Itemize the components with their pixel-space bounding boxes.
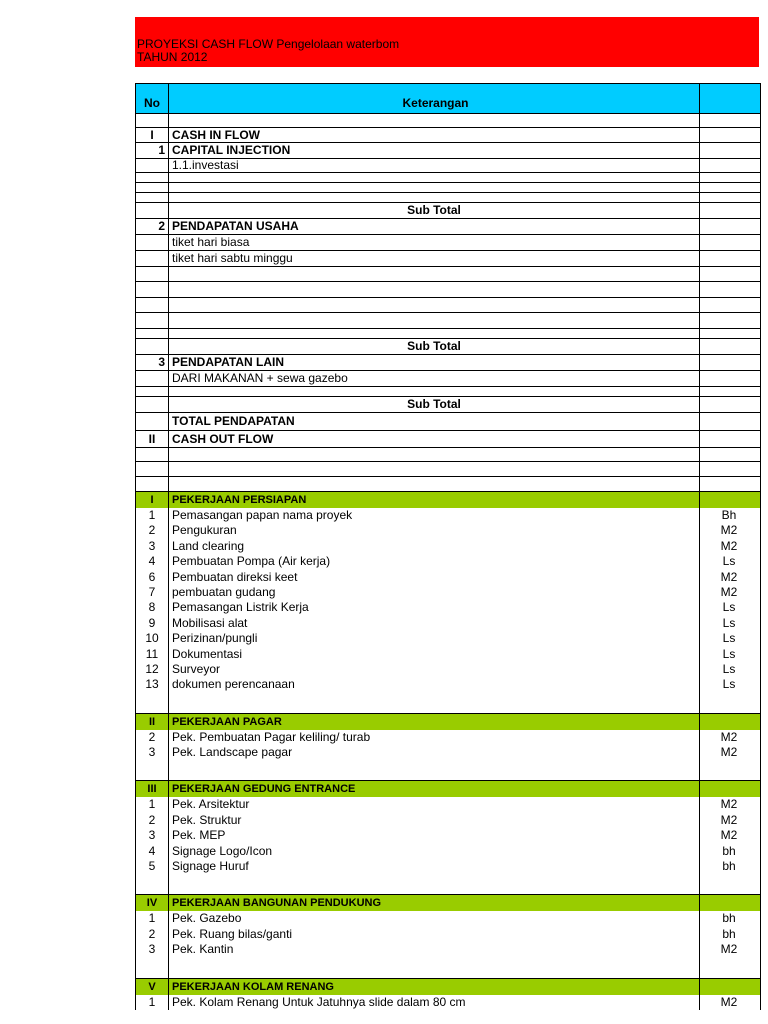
work-item-row	[136, 554, 760, 569]
cell-no[interactable]	[136, 958, 169, 978]
cell-no[interactable]	[136, 462, 169, 476]
cell-no[interactable]	[136, 760, 169, 780]
item-unit[interactable]: Ls	[722, 661, 736, 676]
table-header-row	[136, 83, 760, 113]
item-number[interactable]: 1	[136, 911, 169, 926]
cell-unit[interactable]	[700, 173, 758, 182]
cell-desc[interactable]	[169, 448, 700, 461]
section-heading[interactable]: PENDAPATAN LAIN	[169, 355, 700, 370]
row-number[interactable]	[136, 251, 169, 266]
work-item-row	[136, 995, 760, 1010]
cell-no[interactable]	[136, 114, 169, 127]
cell-no[interactable]	[136, 387, 169, 396]
item-description[interactable]: Pemasangan papan nama proyek	[169, 508, 700, 523]
sheet-title: PROYEKSI CASH FLOW Pengelolaan waterbom	[137, 37, 400, 51]
work-item-row	[136, 859, 760, 874]
cell-unit[interactable]	[700, 203, 758, 218]
work-item-row	[136, 927, 760, 942]
cell-unit[interactable]	[700, 874, 758, 894]
section-heading[interactable]: CASH OUT FLOW	[169, 431, 700, 447]
item-number[interactable]: 4	[136, 554, 169, 569]
item-unit[interactable]: Ls	[722, 554, 736, 569]
cell-unit[interactable]	[700, 979, 758, 995]
cell-no[interactable]	[136, 329, 169, 338]
cell-unit[interactable]	[700, 693, 758, 713]
work-item-row	[136, 523, 760, 538]
cell-unit[interactable]	[700, 183, 758, 192]
cell-no[interactable]	[136, 313, 169, 328]
empty-row	[136, 386, 760, 396]
section-heading-row	[136, 142, 760, 158]
item-number[interactable]: 5	[136, 859, 169, 874]
row-number[interactable]	[136, 413, 169, 430]
item-description[interactable]: Dokumentasi	[169, 647, 700, 662]
item-description[interactable]: Mobilisasi alat	[169, 616, 700, 631]
work-item-row	[136, 911, 760, 926]
cell-desc[interactable]	[169, 477, 700, 491]
work-item-row	[136, 600, 760, 615]
section-heading-row	[136, 430, 760, 447]
empty-row	[136, 182, 760, 192]
cell-unit[interactable]	[700, 413, 758, 430]
work-item-row	[136, 844, 760, 859]
section-heading[interactable]: CASH IN FLOW	[169, 128, 700, 142]
cell-desc[interactable]	[169, 173, 700, 182]
cell-no[interactable]	[136, 874, 169, 894]
item-unit[interactable]: Ls	[722, 600, 736, 615]
section-heading-row	[136, 218, 760, 234]
cell-desc[interactable]	[169, 760, 700, 780]
item-unit[interactable]: Bh	[721, 508, 737, 522]
subtotal-row	[136, 338, 760, 354]
cell-unit[interactable]	[700, 448, 758, 461]
work-section-header	[136, 978, 760, 995]
cell-unit[interactable]	[700, 895, 758, 911]
item-unit[interactable]: M2	[720, 584, 738, 599]
cell-unit[interactable]	[700, 387, 758, 396]
subtotal-label[interactable]: Sub Total	[169, 397, 700, 412]
row-number[interactable]: 2	[136, 219, 169, 234]
section-heading[interactable]: CAPITAL INJECTION	[169, 143, 700, 158]
cell-desc[interactable]	[169, 267, 700, 281]
sheet-title-banner	[135, 17, 759, 67]
work-item-row	[136, 631, 760, 646]
cell-desc[interactable]	[169, 282, 700, 297]
cell-unit[interactable]	[700, 267, 758, 281]
cell-desc[interactable]	[169, 313, 700, 328]
item-unit[interactable]: M2	[720, 994, 738, 1009]
item-unit[interactable]: M2	[720, 523, 738, 538]
item-description[interactable]: Pengukuran	[169, 523, 700, 538]
work-section-title[interactable]: PEKERJAAN PERSIAPAN	[169, 492, 700, 508]
cell-desc[interactable]	[169, 183, 700, 192]
empty-row	[136, 312, 760, 328]
item-number[interactable]: 1	[136, 995, 169, 1010]
cell-desc[interactable]	[169, 114, 700, 127]
work-item-row	[136, 662, 760, 677]
cell-unit[interactable]	[700, 219, 758, 234]
section-roman-numeral[interactable]: II	[136, 714, 169, 730]
item-unit[interactable]: M2	[720, 942, 738, 957]
work-item-row	[136, 616, 760, 631]
cell-unit[interactable]	[700, 431, 758, 447]
row-number[interactable]	[136, 235, 169, 250]
item-description[interactable]: pembuatan gudang	[169, 585, 700, 600]
item-number[interactable]: 3	[136, 828, 169, 843]
cell-no[interactable]	[136, 397, 169, 412]
item-unit[interactable]: M2	[720, 569, 738, 584]
cell-unit[interactable]	[700, 298, 758, 312]
cell-unit[interactable]	[700, 760, 758, 780]
row-number[interactable]	[136, 371, 169, 386]
item-number[interactable]: 10	[136, 631, 169, 646]
cell-desc[interactable]	[169, 298, 700, 312]
empty-row	[136, 328, 760, 338]
work-item-row	[136, 745, 760, 760]
line-item-row	[136, 234, 760, 250]
line-item-row	[136, 158, 760, 172]
item-number[interactable]: 2	[136, 813, 169, 828]
item-description[interactable]: dokumen perencanaan	[169, 677, 700, 692]
empty-row	[136, 958, 760, 978]
item-description[interactable]: Perizinan/pungli	[169, 631, 700, 646]
cell-unit[interactable]	[700, 282, 758, 297]
empty-row	[136, 476, 760, 491]
work-section-header	[136, 780, 760, 797]
item-description[interactable]: Pek. MEP	[169, 828, 700, 843]
subtotal-label[interactable]: Sub Total	[169, 203, 700, 218]
work-item-row	[136, 942, 760, 957]
work-section-title[interactable]: PEKERJAAN BANGUNAN PENDUKUNG	[169, 895, 700, 911]
cell-unit[interactable]	[700, 114, 758, 127]
row-number[interactable]: II	[136, 431, 169, 447]
cell-unit[interactable]	[700, 339, 758, 354]
cell-no[interactable]	[136, 203, 169, 218]
work-item-row	[136, 585, 760, 600]
cell-unit[interactable]	[700, 492, 758, 508]
work-section-header	[136, 713, 760, 730]
item-number[interactable]: 13	[136, 677, 169, 692]
empty-row	[136, 447, 760, 461]
work-item-row	[136, 797, 760, 812]
item-number[interactable]: 8	[136, 600, 169, 615]
cell-no[interactable]	[136, 339, 169, 354]
subtotal-label[interactable]: Sub Total	[169, 339, 700, 354]
item-number[interactable]: 1	[136, 797, 169, 812]
cell-desc[interactable]	[169, 693, 700, 713]
cell-unit[interactable]	[700, 397, 758, 412]
item-unit[interactable]: Ls	[722, 615, 736, 630]
cell-unit[interactable]	[700, 193, 758, 202]
empty-row	[136, 281, 760, 297]
item-description[interactable]: Signage Huruf	[169, 859, 700, 874]
section-roman-numeral[interactable]: IV	[136, 895, 169, 911]
cell-no[interactable]	[136, 298, 169, 312]
header-unit[interactable]	[700, 84, 758, 113]
work-item-row	[136, 647, 760, 662]
cell-desc[interactable]	[169, 874, 700, 894]
cell-unit[interactable]	[700, 781, 758, 797]
work-item-row	[136, 813, 760, 828]
item-number[interactable]: 2	[136, 523, 169, 538]
work-section-header	[136, 491, 760, 508]
line-item-label[interactable]: 1.1.investasi	[169, 159, 700, 172]
cell-unit[interactable]	[700, 355, 758, 370]
empty-row	[136, 266, 760, 281]
section-roman-numeral[interactable]: V	[136, 979, 169, 995]
item-description[interactable]: Pembuatan Pompa (Air kerja)	[169, 554, 700, 569]
empty-row	[136, 192, 760, 202]
item-number[interactable]: 7	[136, 585, 169, 600]
item-number[interactable]: 2	[136, 927, 169, 942]
work-item-row	[136, 508, 760, 523]
cell-no[interactable]	[136, 693, 169, 713]
cell-unit[interactable]	[700, 235, 758, 250]
cell-unit[interactable]	[700, 371, 758, 386]
section-heading[interactable]: PENDAPATAN USAHA	[169, 219, 700, 234]
item-unit[interactable]: Ls	[722, 646, 736, 661]
item-description[interactable]: Pemasangan Listrik Kerja	[169, 600, 700, 615]
item-unit[interactable]: Ls	[722, 677, 736, 692]
header-no[interactable]: No	[136, 84, 169, 113]
item-number[interactable]: 11	[136, 647, 169, 662]
section-roman-numeral[interactable]: I	[136, 492, 169, 508]
empty-row	[136, 760, 760, 780]
item-description[interactable]: Pek. Kantin	[169, 942, 700, 957]
item-number[interactable]: 9	[136, 616, 169, 631]
empty-row	[136, 297, 760, 312]
work-item-row	[136, 570, 760, 585]
row-number[interactable]: 3	[136, 355, 169, 370]
cell-desc[interactable]	[169, 329, 700, 338]
cell-unit[interactable]	[700, 251, 758, 266]
item-description[interactable]: Pek. Kolam Renang Untuk Jatuhnya slide dalam 80 cm	[169, 995, 700, 1010]
section-heading[interactable]: TOTAL PENDAPATAN	[169, 413, 700, 430]
item-unit[interactable]: M2	[720, 729, 738, 744]
item-description[interactable]: Land clearing	[169, 539, 700, 554]
cell-unit[interactable]	[700, 477, 758, 491]
cell-unit[interactable]	[700, 462, 758, 476]
work-item-row	[136, 730, 760, 745]
cell-unit[interactable]	[700, 128, 758, 142]
cell-no[interactable]	[136, 267, 169, 281]
header-keterangan[interactable]: Keterangan	[169, 84, 700, 113]
cell-no[interactable]	[136, 173, 169, 182]
work-section-title[interactable]: PEKERJAAN PAGAR	[169, 714, 700, 730]
item-description[interactable]: Signage Logo/Icon	[169, 844, 700, 859]
item-description[interactable]: Pek. Struktur	[169, 813, 700, 828]
item-unit[interactable]: bh	[722, 911, 736, 926]
row-number[interactable]: 1	[136, 143, 169, 158]
item-number[interactable]: 3	[136, 539, 169, 554]
work-section-title[interactable]: PEKERJAAN GEDUNG ENTRANCE	[169, 781, 700, 797]
item-unit[interactable]: M2	[720, 797, 738, 812]
subtotal-row	[136, 396, 760, 412]
item-number[interactable]: 2	[136, 730, 169, 745]
item-number[interactable]: 3	[136, 942, 169, 957]
sheet-subtitle-year: TAHUN 2012	[137, 50, 208, 64]
item-number[interactable]: 6	[136, 570, 169, 585]
line-item-row	[136, 250, 760, 266]
item-description[interactable]: Pek. Arsitektur	[169, 797, 700, 812]
cell-unit[interactable]	[700, 958, 758, 978]
work-item-row	[136, 539, 760, 554]
section-heading-row	[136, 412, 760, 430]
item-number[interactable]: 12	[136, 662, 169, 677]
item-description[interactable]: Pek. Ruang bilas/ganti	[169, 927, 700, 942]
cell-no[interactable]	[136, 193, 169, 202]
item-description[interactable]: Pek. Pembuatan Pagar keliling/ turab	[169, 730, 700, 745]
cell-unit[interactable]	[700, 329, 758, 338]
work-item-row	[136, 677, 760, 692]
cell-desc[interactable]	[169, 462, 700, 476]
item-unit[interactable]: bh	[722, 843, 736, 858]
subtotal-row	[136, 202, 760, 218]
item-unit[interactable]: M2	[720, 812, 738, 827]
line-item-label[interactable]: DARI MAKANAN + sewa gazebo	[169, 371, 700, 386]
cell-no[interactable]	[136, 183, 169, 192]
item-description[interactable]: Surveyor	[169, 662, 700, 677]
item-unit[interactable]: Ls	[722, 631, 736, 646]
item-number[interactable]: 4	[136, 844, 169, 859]
row-number[interactable]: I	[136, 128, 169, 142]
cell-desc[interactable]	[169, 958, 700, 978]
work-item-row	[136, 828, 760, 843]
item-description[interactable]: Pek. Gazebo	[169, 911, 700, 926]
item-description[interactable]: Pek. Landscape pagar	[169, 745, 700, 760]
cash-flow-table	[135, 83, 761, 1010]
item-unit[interactable]: M2	[720, 538, 738, 553]
empty-row	[136, 874, 760, 894]
cell-no[interactable]	[136, 282, 169, 297]
empty-row	[136, 172, 760, 182]
empty-row	[136, 113, 760, 127]
cell-desc[interactable]	[169, 387, 700, 396]
cell-unit[interactable]	[700, 159, 758, 172]
item-number[interactable]: 3	[136, 745, 169, 760]
item-description[interactable]: Pembuatan direksi keet	[169, 570, 700, 585]
row-number[interactable]	[136, 159, 169, 172]
section-heading-row	[136, 354, 760, 370]
empty-row	[136, 693, 760, 713]
cell-unit[interactable]	[700, 143, 758, 158]
item-unit[interactable]: M2	[720, 745, 738, 760]
line-item-row	[136, 370, 760, 386]
item-unit[interactable]: bh	[722, 859, 736, 874]
empty-row	[136, 461, 760, 476]
section-roman-numeral[interactable]: III	[136, 781, 169, 797]
item-unit[interactable]: M2	[720, 828, 738, 843]
cell-no[interactable]	[136, 448, 169, 461]
cell-desc[interactable]	[169, 193, 700, 202]
cell-no[interactable]	[136, 477, 169, 491]
line-item-label[interactable]: tiket hari biasa	[169, 235, 700, 250]
cell-unit[interactable]	[700, 313, 758, 328]
work-section-title[interactable]: PEKERJAAN KOLAM RENANG	[169, 979, 700, 995]
item-unit[interactable]: bh	[722, 926, 736, 941]
work-section-header	[136, 894, 760, 911]
section-heading-row	[136, 127, 760, 142]
cell-unit[interactable]	[700, 714, 758, 730]
item-number[interactable]: 1	[136, 508, 169, 523]
line-item-label[interactable]: tiket hari sabtu minggu	[169, 251, 700, 266]
